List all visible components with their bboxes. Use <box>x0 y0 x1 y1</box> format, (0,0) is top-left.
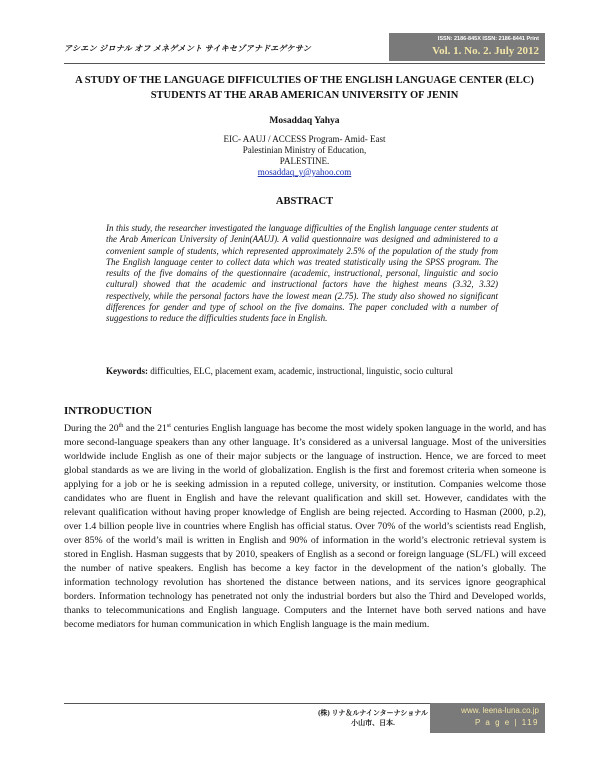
introduction-heading: INTRODUCTION <box>64 405 153 417</box>
keywords-list: difficulties, ELC, placement exam, academic, instructional, linguistic, socio cultural <box>150 366 453 376</box>
keywords-label: Keywords: <box>106 366 148 376</box>
publisher-info <box>318 708 428 728</box>
affiliation-line-1: EIC- AAUJ / ACCESS Program- Amid- East <box>223 134 386 144</box>
affiliation-line-2: Palestinian Ministry of Education, <box>242 145 367 155</box>
publisher-location: 小山市、日本. <box>351 719 395 727</box>
issn-text: ISSN: 2186-845X ISSN: 2186-8441 Print <box>437 36 539 42</box>
publisher-url[interactable]: www. leena-luna.co.jp <box>461 706 539 715</box>
abstract-heading: ABSTRACT <box>275 196 334 207</box>
journal-name: アシエン ジロナル オフ メネゲメント サイキセゾアナドエゲケサン <box>64 44 312 53</box>
publisher-name: (株) リナ＆ルナインターナショナル <box>318 709 428 717</box>
footer-box <box>430 703 545 733</box>
paper-title: A STUDY OF THE LANGUAGE DIFFICULTIES OF THE ENGLISH LANGUAGE CENTER (ELC) STUDENTS AT THE ARAB AMERICAN UNIVERSITY OF JENIN <box>75 75 534 101</box>
header-divider <box>64 63 545 64</box>
author-name: Mosaddaq Yahya <box>269 116 340 126</box>
author-affiliation <box>64 134 545 178</box>
author-email-link[interactable]: mosaddaq_y@yahoo.com <box>257 167 352 177</box>
issn-volume-box <box>389 33 545 61</box>
volume-text: Vol. 1. No. 2. July 2012 <box>432 45 539 57</box>
keywords <box>106 365 498 377</box>
page-number: P a g e | 119 <box>475 718 539 727</box>
introduction-paragraph: During the 20th and the 21st centuries English language has become the most widely spoken language in the world, and has more second-language speakers than any other language. It’s considered as a universal language. Most of the universities worldwide include English as one of their major subjects or the language of instruction. Hence, we are forced to meet global standards as we are living in the world of globalization. English is the first and foremost criteria when someone is applying for a job or he is seeking admission in a reputed college, university, or institution. Companies welcome those candidates who are fluent in English and have the relevant qualification and skill set. However, candidates with the relevant qualification without having proper knowledge of English are being rejected. According to Hasman (2000, p.2), over 1.4 billion people live in countries where English has official status. Over 70% of the world’s scientists read English, over 85% of the world’s mail is written in English and 90% of information in the world’s electronic retrieval system is stored in English. Hasman suggests that by 2010, speakers of English as a second or foreign language (SL/FL) will exceed the number of native speakers. English has become a key factor in the development of the nation’s globally. The information technology revolution has shortened the distance between nations, and its services ignore geographical borders. Information technology has penetrated not only the industrial borders but also the Third and Developed worlds, thanks to telecommunications and English language. Computers and the Internet have both served nations and have become mediators for human communication in which English language is the main medium. <box>64 422 547 630</box>
abstract-text: In this study, the researcher investigated the language difficulties of the English language center students at the Arab American University of Jenin(AAUJ). A valid questionnaire was designed and administered to a convenient sample of students, which represented approximately 2.5% of the population of the study from The English language center to collect data which was treated statistically using the SPSS program. The results of the five domains of the questionnaire (academic, instructional, personal, linguistic and socio cultural) showed that the academic and instructional factors have the highest means (3.32, 3.32) respectively, while the personal factors have the lowest mean (2.75). The study also showed no significant differences for gender and type of school on the five domains. The paper concluded with a number of suggestions to reduce the difficulties students face in English. <box>106 223 498 324</box>
affiliation-line-3: PALESTINE. <box>279 156 330 166</box>
